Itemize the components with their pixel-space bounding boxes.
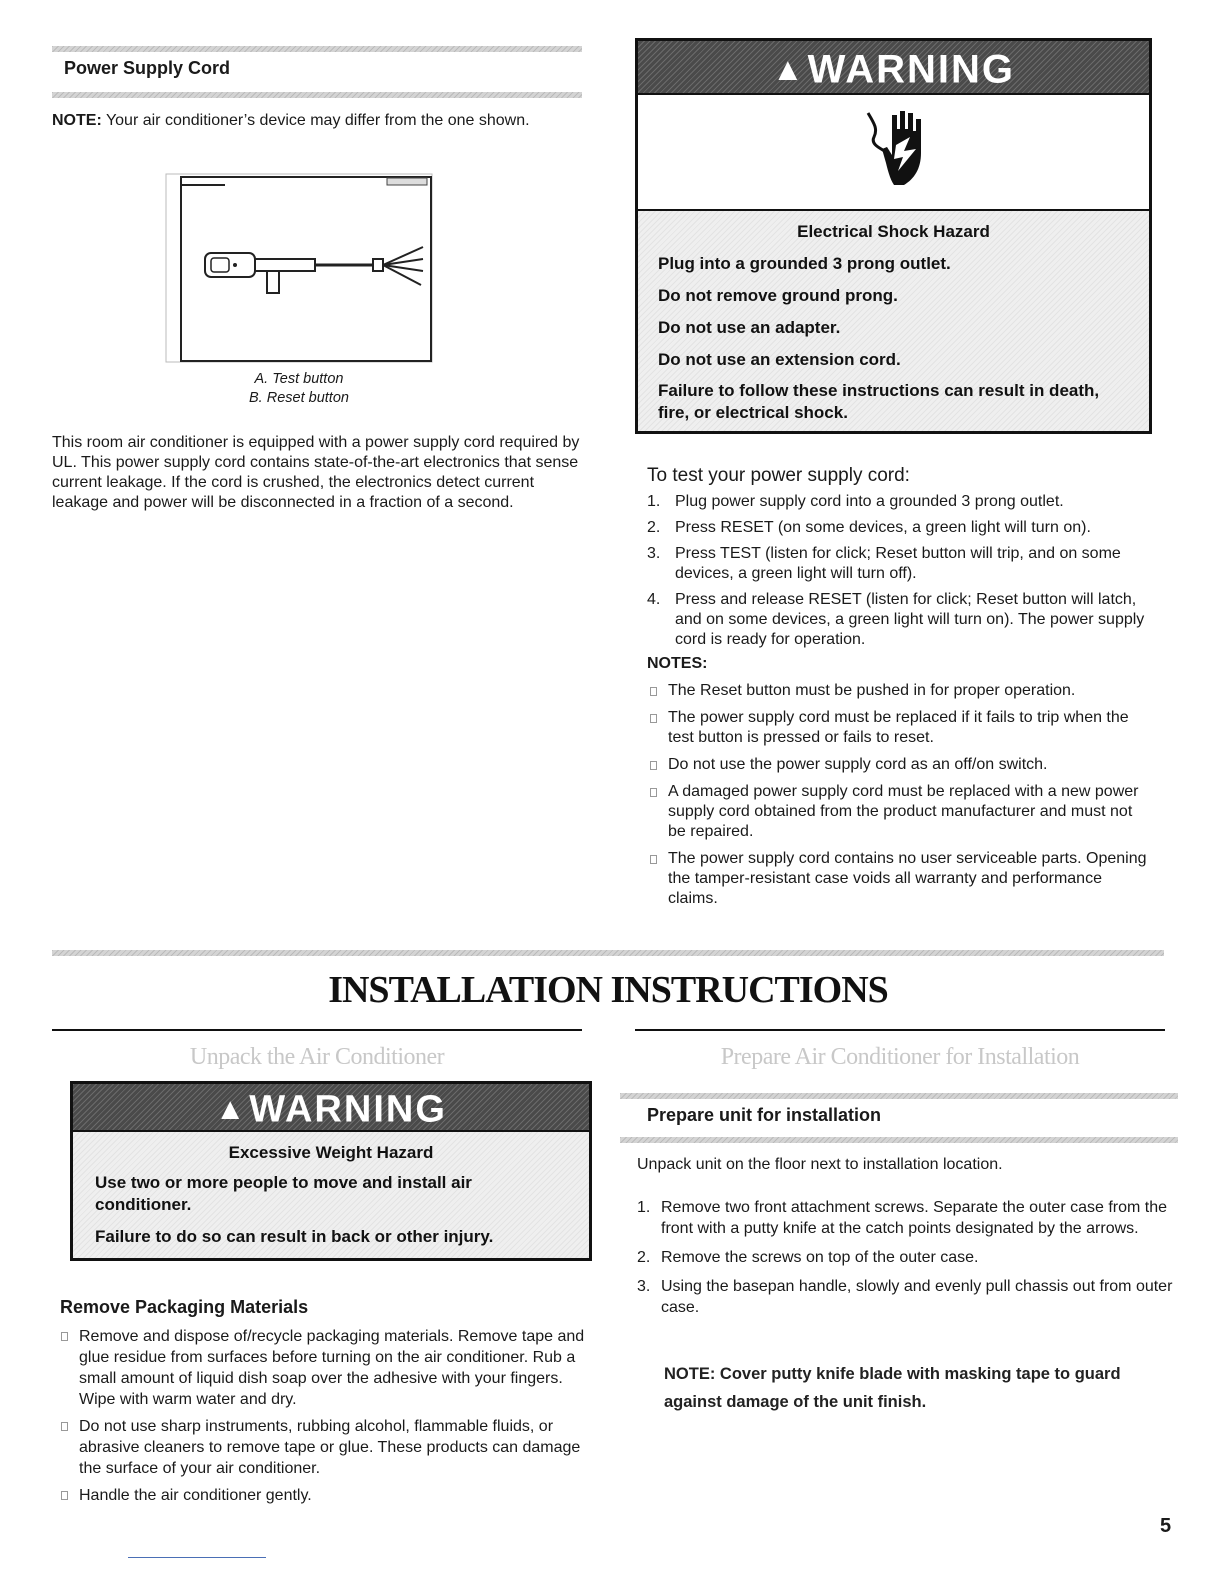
weight-warning-box xyxy=(70,1081,592,1261)
note-text: Your air conditioner’s device may differ from the one shown. xyxy=(105,112,530,129)
warning-line-1: Plug into a grounded 3 prong outlet. xyxy=(658,254,951,273)
prepare-subtitle: Prepare Air Conditioner for Installation xyxy=(720,1044,1080,1070)
packaging-heading: Remove Packaging Materials xyxy=(60,1297,309,1317)
figure-caption xyxy=(165,370,433,408)
list-item: A damaged power supply cord must be replaced with a new power supply cord obtained from the product manufacturer and must not be repaired. xyxy=(644,782,1152,842)
notes-list xyxy=(644,681,1152,909)
prepare-heading: Prepare unit for installation xyxy=(647,1105,882,1125)
prepare-rule-bottom xyxy=(620,1137,1178,1143)
list-item: Do not use the power supply cord as an off/on switch. xyxy=(644,755,1152,775)
power-cord-illustration xyxy=(165,173,433,363)
electrical-warning-box xyxy=(635,38,1152,434)
weight-warning-line-1: Use two or more people to move and install air conditioner. xyxy=(95,1173,472,1214)
hazard-name: Electrical Shock Hazard xyxy=(797,222,990,241)
weight-warning-body xyxy=(73,1130,589,1258)
footer-rule xyxy=(128,1557,266,1558)
right-column-rule xyxy=(635,1029,1165,1031)
list-item: 2. Press RESET (on some devices, a green light will turn on). xyxy=(647,519,1091,536)
list-item: 2. Remove the screws on top of the outer case. xyxy=(637,1249,979,1266)
list-item: 1. Remove two front attachment screws. Separate the outer case from the front with a putty knife at the catch points designated by the arrows. xyxy=(637,1199,1168,1237)
list-item: 3. Using the basepan handle, slowly and evenly pull chassis out from outer case. xyxy=(637,1278,1173,1316)
list-item: The Reset button must be pushed in for proper operation. xyxy=(644,681,1152,701)
weight-warning-title: WARNING xyxy=(249,1088,447,1131)
list-item: Do not use sharp instruments, rubbing alcohol, flammable fluids, or abrasive cleaners to remove tape or glue. These products can damage the surface of your air conditioner. xyxy=(55,1416,600,1479)
caption-test-button: A. Test button xyxy=(254,371,344,387)
list-item: 1. Plug power supply cord into a grounded 3 prong outlet. xyxy=(647,493,1064,510)
section-rule-bottom xyxy=(52,92,582,98)
test-steps-list xyxy=(647,492,1152,650)
warning-line-2: Do not remove ground prong. xyxy=(658,286,898,305)
weight-hazard-name: Excessive Weight Hazard xyxy=(228,1143,434,1162)
warning-triangle-icon: ▲ xyxy=(215,1092,248,1126)
warning-line-5: Failure to follow these instructions can result in death, fire, or electrical shock. xyxy=(658,381,1100,422)
list-item: 4. Press and release RESET (listen for click; Reset button will latch, and on some devices, a green light will turn on). The power supply cord is ready for operation. xyxy=(647,591,1145,648)
weight-warning-line-2: Failure to do so can result in back or other injury. xyxy=(95,1227,494,1246)
installation-rule xyxy=(52,950,1164,956)
power-supply-note xyxy=(52,111,532,131)
list-item: The power supply cord must be replaced if it fails to trip when the test button is pressed or fails to reset. xyxy=(644,708,1152,748)
list-item: Remove and dispose of/recycle packaging materials. Remove tape and glue residue from surfaces before turning on the air conditioner. Rub a small amount of liquid dish soap over the adhesive with your fingers. Wipe with warm water and dry. xyxy=(55,1326,600,1410)
notes-label: NOTES: xyxy=(647,655,708,672)
test-cord-heading: To test your power supply cord: xyxy=(647,465,910,486)
packaging-list xyxy=(55,1326,600,1506)
section-rule-top xyxy=(52,46,582,52)
unpack-subtitle: Unpack the Air Conditioner xyxy=(189,1044,445,1070)
list-item: The power supply cord contains no user serviceable parts. Opening the tamper-resistant case voids all warranty and performance claims. xyxy=(644,849,1152,909)
warning-line-3: Do not use an adapter. xyxy=(658,318,841,337)
electric-shock-hand-icon xyxy=(864,109,934,189)
prepare-rule-top xyxy=(620,1093,1178,1099)
warning-title: WARNING xyxy=(807,47,1015,92)
shock-icon-area xyxy=(638,93,1149,211)
prepare-intro: Unpack unit on the floor next to installation location. xyxy=(637,1156,1003,1173)
caption-reset-button: B. Reset button xyxy=(249,390,349,406)
power-supply-heading: Power Supply Cord xyxy=(64,58,231,78)
installation-title: INSTALLATION INSTRUCTIONS xyxy=(328,969,888,1011)
prepare-steps-list xyxy=(637,1197,1192,1318)
left-column-rule xyxy=(52,1029,582,1031)
warning-triangle-icon: ▲ xyxy=(772,51,806,87)
note-label: NOTE: xyxy=(52,112,102,129)
list-item: 3. Press TEST (listen for click; Reset button will trip, and on some devices, a green light will turn off). xyxy=(647,545,1121,582)
page-number: 5 xyxy=(1160,1515,1172,1537)
power-cord-drawing xyxy=(165,173,433,363)
warning-line-4: Do not use an extension cord. xyxy=(658,350,901,369)
list-item: Handle the air conditioner gently. xyxy=(55,1485,600,1506)
power-supply-paragraph: This room air conditioner is equipped with a power supply cord required by UL. This power supply cord contains state-of-the-art electronics that sense current leakage. If the cord is crushed, the electronics detect current leakage and power will be disconnected in a fraction of a second. xyxy=(52,434,580,511)
warning-body xyxy=(638,211,1149,431)
weight-warning-title-bar xyxy=(73,1084,589,1130)
warning-title-bar xyxy=(638,41,1149,93)
prepare-note: NOTE: Cover putty knife blade with masking tape to guard against damage of the unit finish. xyxy=(664,1365,1121,1411)
